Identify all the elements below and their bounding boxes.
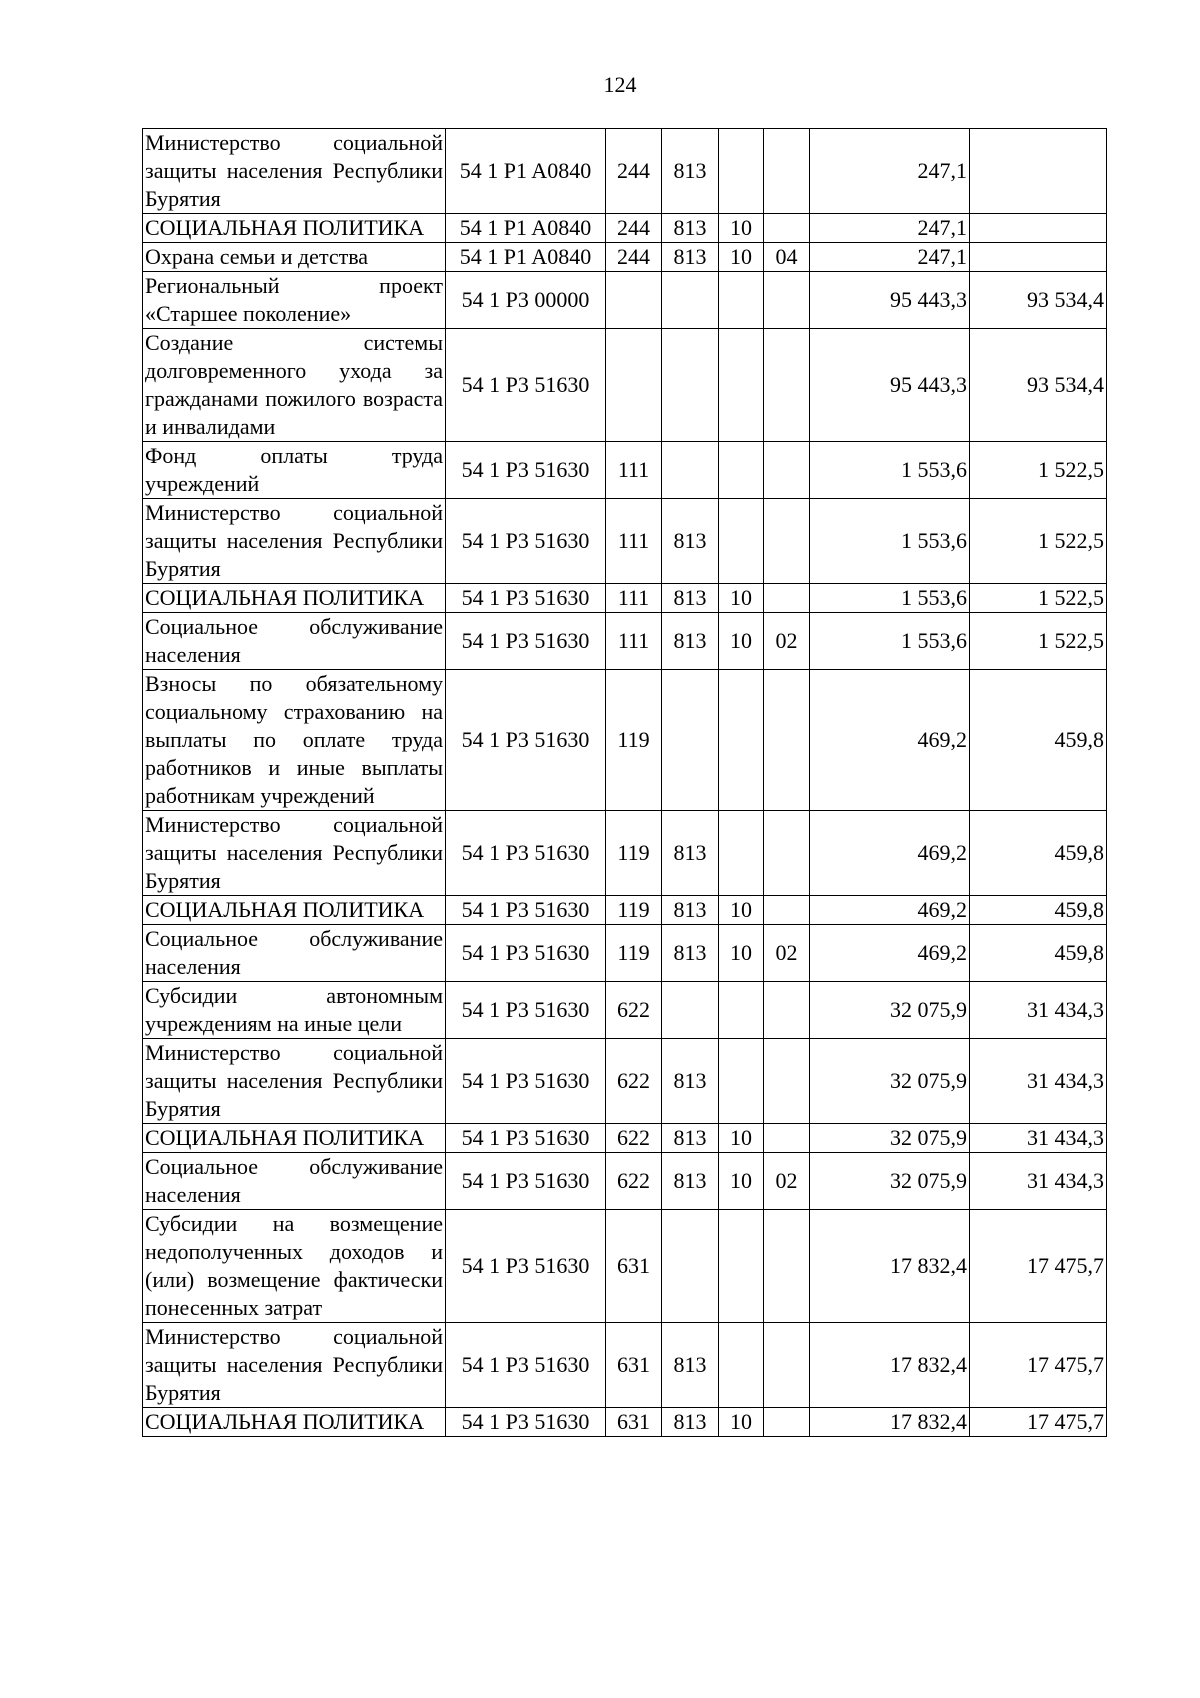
cell-expense-type: 119 xyxy=(606,670,662,811)
cell-name: СОЦИАЛЬНАЯ ПОЛИТИКА xyxy=(143,1124,446,1153)
cell-administrator xyxy=(662,670,719,811)
cell-subsection xyxy=(764,214,810,243)
cell-section xyxy=(719,442,764,499)
cell-target-article: 54 1 P3 51630 xyxy=(446,329,606,442)
cell-amount-2 xyxy=(970,214,1107,243)
cell-subsection xyxy=(764,1210,810,1323)
cell-subsection xyxy=(764,499,810,584)
table-row xyxy=(143,982,1107,1039)
cell-section: 10 xyxy=(719,613,764,670)
cell-target-article: 54 1 P3 51630 xyxy=(446,1210,606,1323)
cell-expense-type: 119 xyxy=(606,811,662,896)
cell-expense-type: 111 xyxy=(606,442,662,499)
cell-administrator: 813 xyxy=(662,1039,719,1124)
cell-name: СОЦИАЛЬНАЯ ПОЛИТИКА xyxy=(143,1408,446,1437)
cell-administrator: 813 xyxy=(662,1124,719,1153)
cell-expense-type: 631 xyxy=(606,1210,662,1323)
cell-expense-type xyxy=(606,272,662,329)
cell-subsection xyxy=(764,584,810,613)
table-row xyxy=(143,442,1107,499)
cell-subsection xyxy=(764,811,810,896)
cell-expense-type: 622 xyxy=(606,982,662,1039)
cell-subsection xyxy=(764,670,810,811)
cell-name: Охрана семьи и детства xyxy=(143,243,446,272)
cell-target-article: 54 1 P3 00000 xyxy=(446,272,606,329)
cell-amount-2: 31 434,3 xyxy=(970,1153,1107,1210)
cell-administrator: 813 xyxy=(662,214,719,243)
cell-amount-2: 93 534,4 xyxy=(970,329,1107,442)
cell-amount-2: 17 475,7 xyxy=(970,1210,1107,1323)
table-row xyxy=(143,1210,1107,1323)
cell-administrator: 813 xyxy=(662,584,719,613)
page-number: 124 xyxy=(603,72,637,97)
cell-amount-2: 459,8 xyxy=(970,925,1107,982)
cell-amount-1: 469,2 xyxy=(810,925,970,982)
cell-administrator: 813 xyxy=(662,243,719,272)
cell-expense-type: 111 xyxy=(606,613,662,670)
cell-name: Министерство социальной защиты населения Республики Бурятия xyxy=(143,811,446,896)
cell-administrator: 813 xyxy=(662,1323,719,1408)
cell-name: Министерство социальной защиты населения Республики Бурятия xyxy=(143,129,446,214)
cell-section: 10 xyxy=(719,1153,764,1210)
cell-subsection xyxy=(764,982,810,1039)
cell-amount-2 xyxy=(970,243,1107,272)
cell-amount-2: 459,8 xyxy=(970,811,1107,896)
cell-section: 10 xyxy=(719,243,764,272)
cell-amount-2: 459,8 xyxy=(970,896,1107,925)
cell-administrator: 813 xyxy=(662,1408,719,1437)
cell-amount-2: 31 434,3 xyxy=(970,1039,1107,1124)
cell-section xyxy=(719,1039,764,1124)
cell-name: СОЦИАЛЬНАЯ ПОЛИТИКА xyxy=(143,214,446,243)
table-row xyxy=(143,584,1107,613)
table-row xyxy=(143,1039,1107,1124)
cell-name: Министерство социальной защиты населения Республики Бурятия xyxy=(143,1323,446,1408)
cell-amount-1: 32 075,9 xyxy=(810,982,970,1039)
cell-expense-type: 244 xyxy=(606,243,662,272)
cell-section xyxy=(719,670,764,811)
cell-section: 10 xyxy=(719,584,764,613)
cell-subsection: 02 xyxy=(764,1153,810,1210)
cell-expense-type: 622 xyxy=(606,1124,662,1153)
cell-name: Социальное обслуживание населения xyxy=(143,925,446,982)
cell-amount-1: 247,1 xyxy=(810,129,970,214)
cell-name: СОЦИАЛЬНАЯ ПОЛИТИКА xyxy=(143,896,446,925)
cell-amount-1: 469,2 xyxy=(810,811,970,896)
cell-administrator xyxy=(662,1210,719,1323)
cell-subsection: 02 xyxy=(764,613,810,670)
table-row xyxy=(143,613,1107,670)
cell-amount-1: 32 075,9 xyxy=(810,1153,970,1210)
table-body xyxy=(143,129,1107,1437)
cell-amount-2: 31 434,3 xyxy=(970,982,1107,1039)
cell-amount-1: 17 832,4 xyxy=(810,1210,970,1323)
cell-target-article: 54 1 P3 51630 xyxy=(446,1408,606,1437)
budget-table xyxy=(142,128,1107,1437)
cell-target-article: 54 1 P3 51630 xyxy=(446,442,606,499)
table-row xyxy=(143,214,1107,243)
cell-expense-type: 622 xyxy=(606,1039,662,1124)
cell-target-article: 54 1 P1 A0840 xyxy=(446,214,606,243)
cell-subsection xyxy=(764,329,810,442)
cell-name: Фонд оплаты труда учреждений xyxy=(143,442,446,499)
cell-expense-type: 631 xyxy=(606,1408,662,1437)
cell-subsection xyxy=(764,1323,810,1408)
cell-name: Создание системы долговременного ухода за гражданами пожилого возраста и инвалидами xyxy=(143,329,446,442)
cell-amount-1: 1 553,6 xyxy=(810,442,970,499)
cell-administrator: 813 xyxy=(662,811,719,896)
cell-subsection xyxy=(764,1408,810,1437)
cell-amount-1: 247,1 xyxy=(810,214,970,243)
cell-amount-2: 1 522,5 xyxy=(970,613,1107,670)
cell-name: Субсидии на возмещение недополученных доходов и (или) возмещение фактически понесенных затрат xyxy=(143,1210,446,1323)
table-row xyxy=(143,1323,1107,1408)
cell-name: Министерство социальной защиты населения Республики Бурятия xyxy=(143,1039,446,1124)
cell-amount-1: 1 553,6 xyxy=(810,584,970,613)
cell-section xyxy=(719,129,764,214)
cell-amount-2: 31 434,3 xyxy=(970,1124,1107,1153)
cell-section xyxy=(719,499,764,584)
cell-name: Социальное обслуживание населения xyxy=(143,1153,446,1210)
cell-expense-type: 119 xyxy=(606,896,662,925)
cell-amount-1: 469,2 xyxy=(810,896,970,925)
cell-amount-2: 1 522,5 xyxy=(970,442,1107,499)
cell-section xyxy=(719,1323,764,1408)
cell-section xyxy=(719,982,764,1039)
cell-expense-type: 244 xyxy=(606,129,662,214)
cell-amount-2: 1 522,5 xyxy=(970,499,1107,584)
cell-administrator: 813 xyxy=(662,896,719,925)
table-row xyxy=(143,129,1107,214)
cell-section: 10 xyxy=(719,925,764,982)
cell-administrator xyxy=(662,329,719,442)
cell-expense-type: 111 xyxy=(606,584,662,613)
cell-target-article: 54 1 P3 51630 xyxy=(446,925,606,982)
cell-expense-type: 622 xyxy=(606,1153,662,1210)
cell-section: 10 xyxy=(719,1408,764,1437)
cell-section xyxy=(719,329,764,442)
cell-name: СОЦИАЛЬНАЯ ПОЛИТИКА xyxy=(143,584,446,613)
cell-administrator xyxy=(662,442,719,499)
cell-amount-1: 95 443,3 xyxy=(810,272,970,329)
table-row xyxy=(143,1408,1107,1437)
table-row xyxy=(143,243,1107,272)
cell-section: 10 xyxy=(719,214,764,243)
cell-section xyxy=(719,811,764,896)
table-row xyxy=(143,811,1107,896)
cell-target-article: 54 1 P3 51630 xyxy=(446,1124,606,1153)
cell-administrator: 813 xyxy=(662,613,719,670)
cell-administrator: 813 xyxy=(662,129,719,214)
cell-administrator xyxy=(662,272,719,329)
cell-amount-1: 17 832,4 xyxy=(810,1323,970,1408)
cell-section: 10 xyxy=(719,1124,764,1153)
cell-section: 10 xyxy=(719,896,764,925)
cell-name: Региональный проект «Старшее поколение» xyxy=(143,272,446,329)
cell-subsection xyxy=(764,896,810,925)
table-row xyxy=(143,329,1107,442)
cell-administrator xyxy=(662,982,719,1039)
cell-subsection: 02 xyxy=(764,925,810,982)
table-row xyxy=(143,272,1107,329)
cell-subsection xyxy=(764,1124,810,1153)
cell-name: Министерство социальной защиты населения Республики Бурятия xyxy=(143,499,446,584)
cell-expense-type: 631 xyxy=(606,1323,662,1408)
cell-amount-2: 1 522,5 xyxy=(970,584,1107,613)
cell-expense-type xyxy=(606,329,662,442)
table-row xyxy=(143,499,1107,584)
cell-expense-type: 244 xyxy=(606,214,662,243)
cell-amount-1: 247,1 xyxy=(810,243,970,272)
cell-target-article: 54 1 P3 51630 xyxy=(446,1153,606,1210)
cell-target-article: 54 1 P3 51630 xyxy=(446,584,606,613)
cell-expense-type: 111 xyxy=(606,499,662,584)
cell-target-article: 54 1 P3 51630 xyxy=(446,1323,606,1408)
cell-amount-1: 32 075,9 xyxy=(810,1124,970,1153)
table-row xyxy=(143,925,1107,982)
cell-target-article: 54 1 P1 A0840 xyxy=(446,243,606,272)
table-row xyxy=(143,670,1107,811)
cell-target-article: 54 1 P3 51630 xyxy=(446,811,606,896)
cell-target-article: 54 1 P3 51630 xyxy=(446,982,606,1039)
cell-target-article: 54 1 P3 51630 xyxy=(446,670,606,811)
cell-target-article: 54 1 P3 51630 xyxy=(446,499,606,584)
cell-amount-1: 32 075,9 xyxy=(810,1039,970,1124)
cell-target-article: 54 1 P3 51630 xyxy=(446,613,606,670)
cell-amount-2 xyxy=(970,129,1107,214)
table-row xyxy=(143,1153,1107,1210)
cell-expense-type: 119 xyxy=(606,925,662,982)
cell-subsection xyxy=(764,442,810,499)
cell-amount-2: 459,8 xyxy=(970,670,1107,811)
cell-administrator: 813 xyxy=(662,499,719,584)
cell-name: Социальное обслуживание населения xyxy=(143,613,446,670)
cell-amount-1: 1 553,6 xyxy=(810,499,970,584)
cell-subsection: 04 xyxy=(764,243,810,272)
cell-section xyxy=(719,272,764,329)
table-row xyxy=(143,1124,1107,1153)
cell-administrator: 813 xyxy=(662,925,719,982)
cell-amount-2: 93 534,4 xyxy=(970,272,1107,329)
cell-name: Взносы по обязательному социальному страхованию на выплаты по оплате труда работников и иные выплаты работникам учреждений xyxy=(143,670,446,811)
cell-subsection xyxy=(764,272,810,329)
cell-target-article: 54 1 P3 51630 xyxy=(446,1039,606,1124)
cell-amount-1: 1 553,6 xyxy=(810,613,970,670)
cell-target-article: 54 1 P3 51630 xyxy=(446,896,606,925)
cell-administrator: 813 xyxy=(662,1153,719,1210)
cell-section xyxy=(719,1210,764,1323)
cell-amount-2: 17 475,7 xyxy=(970,1323,1107,1408)
cell-amount-2: 17 475,7 xyxy=(970,1408,1107,1437)
cell-subsection xyxy=(764,129,810,214)
cell-name: Субсидии автономным учреждениям на иные цели xyxy=(143,982,446,1039)
cell-amount-1: 95 443,3 xyxy=(810,329,970,442)
cell-subsection xyxy=(764,1039,810,1124)
cell-amount-1: 17 832,4 xyxy=(810,1408,970,1437)
cell-amount-1: 469,2 xyxy=(810,670,970,811)
cell-target-article: 54 1 P1 A0840 xyxy=(446,129,606,214)
table-row xyxy=(143,896,1107,925)
